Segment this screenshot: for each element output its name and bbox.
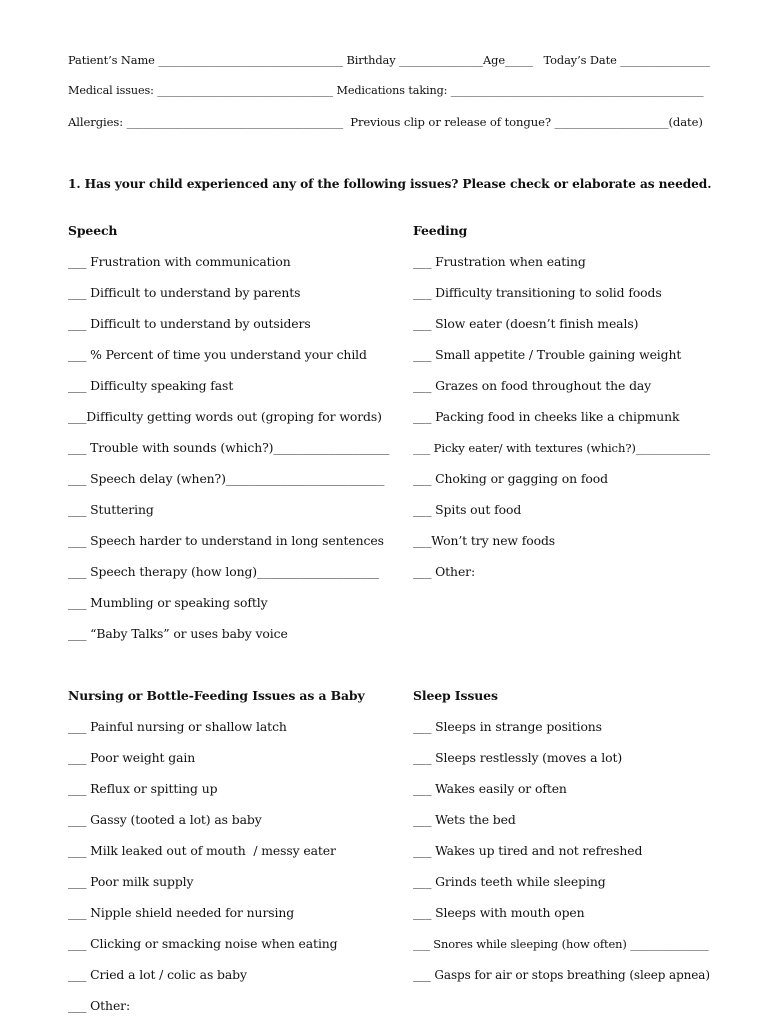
question-1-heading: 1. Has your child experienced any of the following issues? Please check or elaborate as needed. — [68, 177, 712, 191]
speech-item: ___ Speech harder to understand in long sentences — [68, 533, 384, 548]
nursing-item: ___ Reflux or spitting up — [68, 781, 218, 796]
nursing-item: ___ Other: — [68, 998, 131, 1013]
sleep-item: ___ Grinds teeth while sleeping — [413, 874, 606, 889]
nursing-item: ___ Poor milk supply — [68, 874, 194, 889]
sleep-item: ___ Wets the bed — [413, 812, 516, 827]
feeding-item: ___ Small appetite / Trouble gaining weight — [413, 347, 682, 362]
sleep-item: ___ Gasps for air or stops breathing (sleep apnea) — [413, 968, 710, 982]
speech-item: ___ % Percent of time you understand your child — [68, 347, 367, 362]
speech-item: ___ Difficulty speaking fast — [68, 378, 234, 393]
nursing-item: ___ Milk leaked out of mouth / messy eater — [68, 843, 336, 858]
speech-item: ___ Speech delay (when?)__________________________ — [68, 471, 385, 486]
speech-item: ___ Stuttering — [68, 502, 154, 517]
sleep-item: ___ Sleeps in strange positions — [413, 719, 602, 734]
sleep-item: ___ Wakes up tired and not refreshed — [413, 843, 643, 858]
nursing-section-title: Nursing or Bottle-Feeding Issues as a Baby — [68, 688, 365, 703]
nursing-item: ___ Clicking or smacking noise when eating — [68, 936, 338, 951]
speech-section-title: Speech — [68, 223, 118, 238]
sleep-section-title: Sleep Issues — [413, 688, 498, 703]
speech-item: ___ Trouble with sounds (which?)___________________ — [68, 440, 390, 455]
medical-issues-line: Medical issues: ________________________________ Medications taking: ______________________________________________ — [68, 84, 704, 97]
feeding-section-title: Feeding — [413, 223, 468, 238]
feeding-item: ___ Grazes on food throughout the day — [413, 378, 652, 393]
nursing-item: ___ Poor weight gain — [68, 750, 196, 765]
sleep-item: ___ Sleeps restlessly (moves a lot) — [413, 750, 623, 765]
speech-item: ___ Difficult to understand by parents — [68, 285, 301, 300]
speech-item: ___ “Baby Talks” or uses baby voice — [68, 626, 288, 641]
sleep-item: ___ Sleeps with mouth open — [413, 905, 585, 920]
feeding-item: ___ Packing food in cheeks like a chipmunk — [413, 409, 680, 424]
patient-info-line: Patient’s Name _________________________________ Birthday _______________Age_____ Today’s Date ________________ — [68, 53, 710, 67]
feeding-item: ___ Picky eater/ with textures (which?)_____________ — [413, 441, 710, 455]
nursing-item: ___ Nipple shield needed for nursing — [68, 905, 295, 920]
speech-item: ___ Speech therapy (how long)____________________ — [68, 564, 379, 579]
feeding-item: ___ Frustration when eating — [413, 254, 586, 269]
sleep-item: ___ Snores while sleeping (how often) ______________ — [413, 937, 709, 951]
allergies-line: Allergies: ______________________________________ Previous clip or release of tongue? ____________________(date) — [68, 115, 703, 129]
feeding-item: ___ Choking or gagging on food — [413, 471, 608, 486]
feeding-item: ___ Difficulty transitioning to solid foods — [413, 285, 662, 300]
feeding-item: ___ Slow eater (doesn’t finish meals) — [413, 316, 639, 331]
nursing-item: ___ Painful nursing or shallow latch — [68, 719, 287, 734]
feeding-item: ___ Spits out food — [413, 502, 522, 517]
feeding-item: ___ Other: — [413, 564, 476, 579]
speech-item: ___ Difficult to understand by outsiders — [68, 316, 311, 331]
speech-item: ___ Frustration with communication — [68, 254, 291, 269]
sleep-item: ___ Wakes easily or often — [413, 781, 567, 796]
nursing-item: ___ Gassy (tooted a lot) as baby — [68, 812, 262, 827]
nursing-item: ___ Cried a lot / colic as baby — [68, 967, 247, 982]
speech-item: ___ Mumbling or speaking softly — [68, 595, 268, 610]
feeding-item: ___Won’t try new foods — [413, 533, 556, 548]
speech-item: ___Difficulty getting words out (groping for words) — [68, 409, 382, 424]
